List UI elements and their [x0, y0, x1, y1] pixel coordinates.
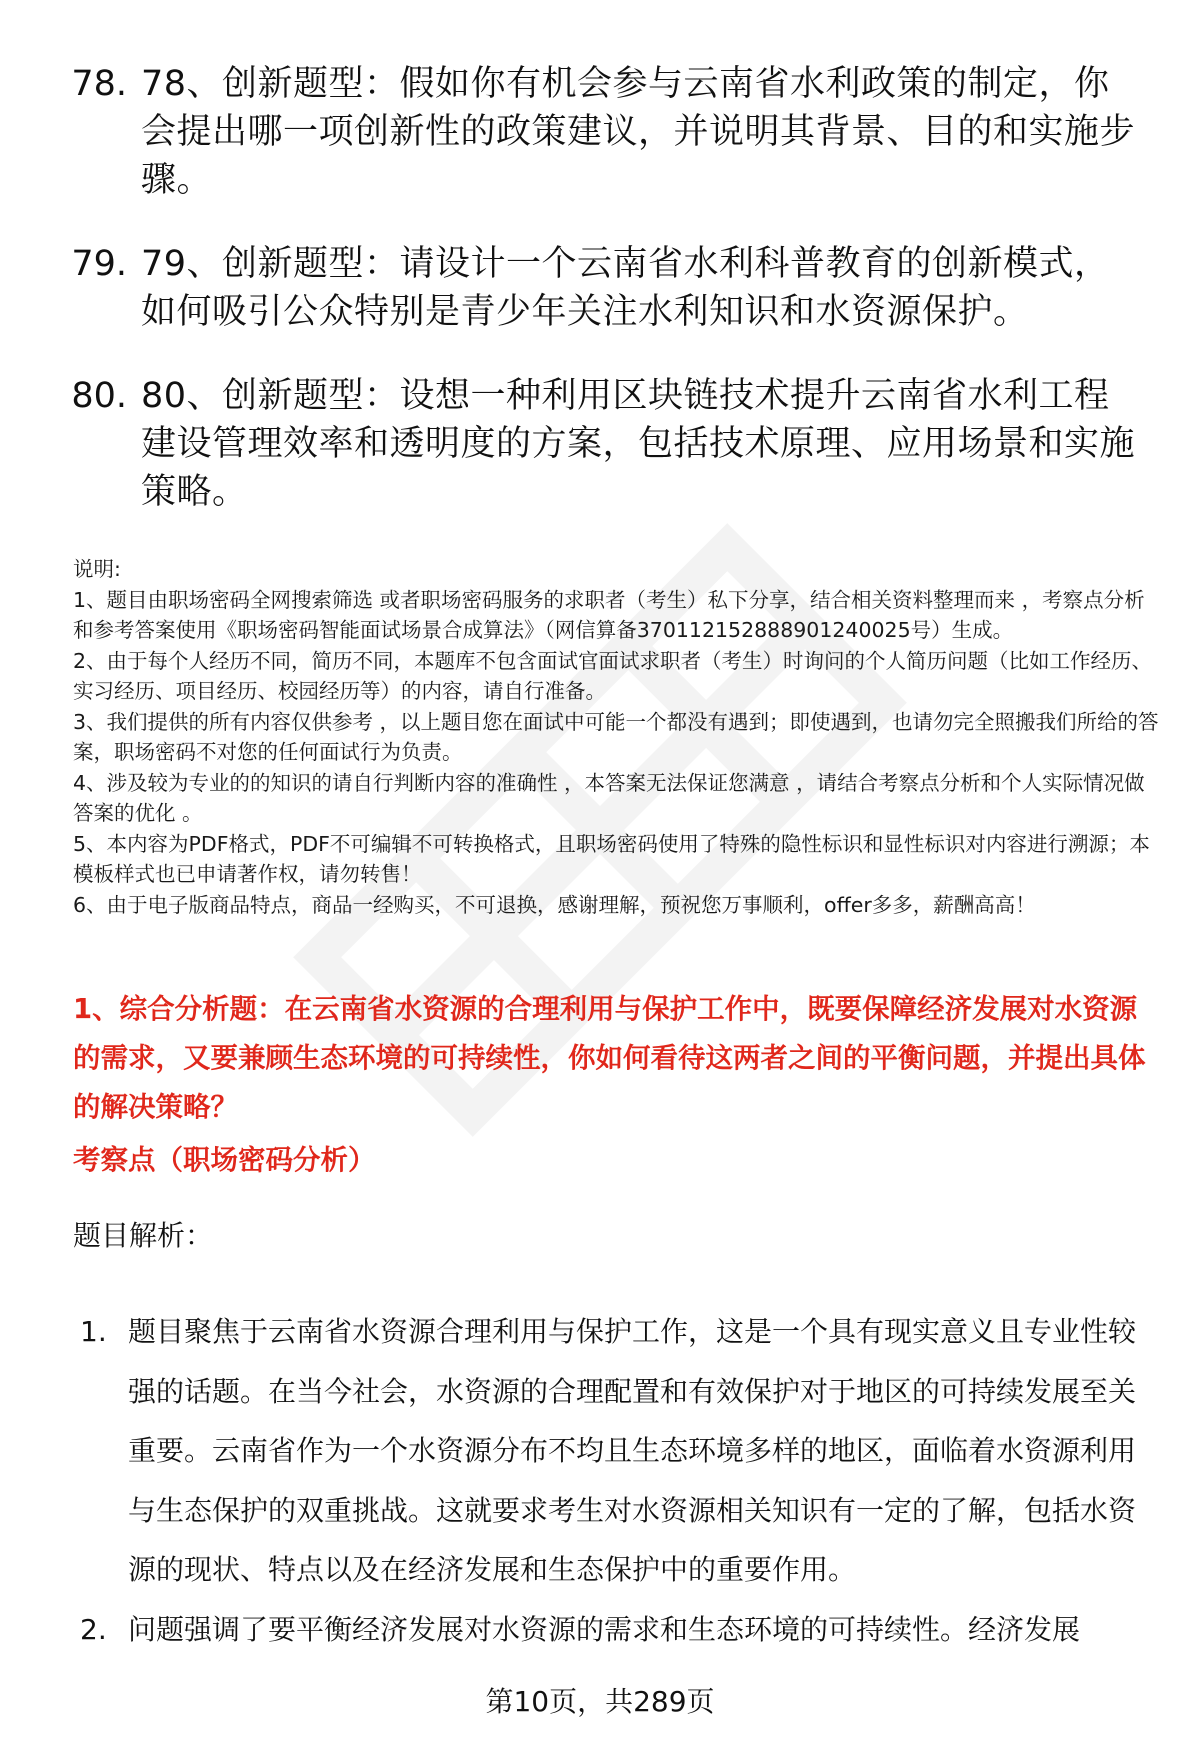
- note-item: 4、涉及较为专业的的知识的请自行判断内容的准确性 ，本答案无法保证您满意 ，请结合考察点分析和个人实际情况做答案的优化 。: [73, 770, 1145, 825]
- question-text: 79、创新题型：请设计一个云南省水利科普教育的创新模式，如何吸引公众特别是青少年关注水利知识和水资源保护。: [141, 244, 1110, 332]
- note-item: 3、我们提供的所有内容仅供参考 ，以上题目您在面试中可能一个都没有遇到；即使遇到，也请勿完全照搬我们所给的答案，职场密码不对您的任何面试行为负责。: [73, 709, 1159, 764]
- notes-section: [73, 554, 1161, 920]
- analysis-number: 2.: [80, 1612, 107, 1646]
- list-item: [55, 372, 1145, 516]
- page-footer: 第10页，共289页: [485, 1685, 715, 1718]
- note-item: 2、由于每个人经历不同，简历不同，本题库不包含面试官面试求职者（考生）时询问的个人简历问题（比如工作经历、实习经历、项目经历、校园经历等）的内容，请自行准备。: [73, 648, 1153, 703]
- question-list: [55, 60, 1145, 552]
- note-item: 6、由于电子版商品特点，商品一经购买，不可退换，感谢理解，预祝您万事顺利，offer多多，薪酬高高！: [73, 892, 1036, 917]
- note-item: 5、本内容为PDF格式，PDF不可编辑不可转换格式，且职场密码使用了特殊的隐性标识和显性标识对内容进行溯源；本模板样式也已申请著作权，请勿转售！: [73, 831, 1150, 886]
- analysis-heading: 题目解析：: [73, 1219, 214, 1252]
- list-item: [80, 1600, 1150, 1660]
- list-item: [55, 60, 1145, 204]
- analysis-list: [80, 1302, 1150, 1659]
- main-question-title: 1、综合分析题：在云南省水资源的合理利用与保护工作中，既要保障经济发展对水资源的需求，又要兼顾生态环境的可持续性，你如何看待这两者之间的平衡问题，并提出具体的解决策略？: [73, 993, 1146, 1123]
- question-number: 78.: [71, 64, 127, 104]
- list-item: [80, 1302, 1150, 1600]
- notes-heading: 说明:: [73, 557, 121, 581]
- exam-point-heading: 考察点（职场密码分析）: [73, 1144, 376, 1176]
- note-item: 1、题目由职场密码全网搜索筛选 或者职场密码服务的求职者（考生）私下分享，结合相关资料整理而来 ，考察点分析和参考答案使用《职场密码智能面试场景合成算法》（网信算备370112152888901240025号）生成。: [73, 587, 1145, 642]
- question-text: 80、创新题型：设想一种利用区块链技术提升云南省水利工程建设管理效率和透明度的方案，包括技术原理、应用场景和实施策略。: [141, 376, 1136, 512]
- list-item: [55, 240, 1145, 336]
- question-text: 78、创新题型：假如你有机会参与云南省水利政策的制定，你会提出哪一项创新性的政策建议，并说明其背景、目的和实施步骤。: [141, 64, 1136, 200]
- analysis-text: 题目聚焦于云南省水资源合理利用与保护工作，这是一个具有现实意义且专业性较强的话题。在当今社会，水资源的合理配置和有效保护对于地区的可持续发展至关重要。云南省作为一个水资源分布不均且生态环境多样的地区，面临着水资源利用与生态保护的双重挑战。这就要求考生对水资源相关知识有一定的了解，包括水资源的现状、特点以及在经济发展和生态保护中的重要作用。: [128, 1315, 1137, 1586]
- question-number: 79.: [71, 244, 127, 284]
- question-number: 80.: [71, 376, 127, 416]
- analysis-text: 问题强调了要平衡经济发展对水资源的需求和生态环境的可持续性。经济发展: [128, 1612, 1081, 1646]
- analysis-number: 1.: [80, 1315, 107, 1348]
